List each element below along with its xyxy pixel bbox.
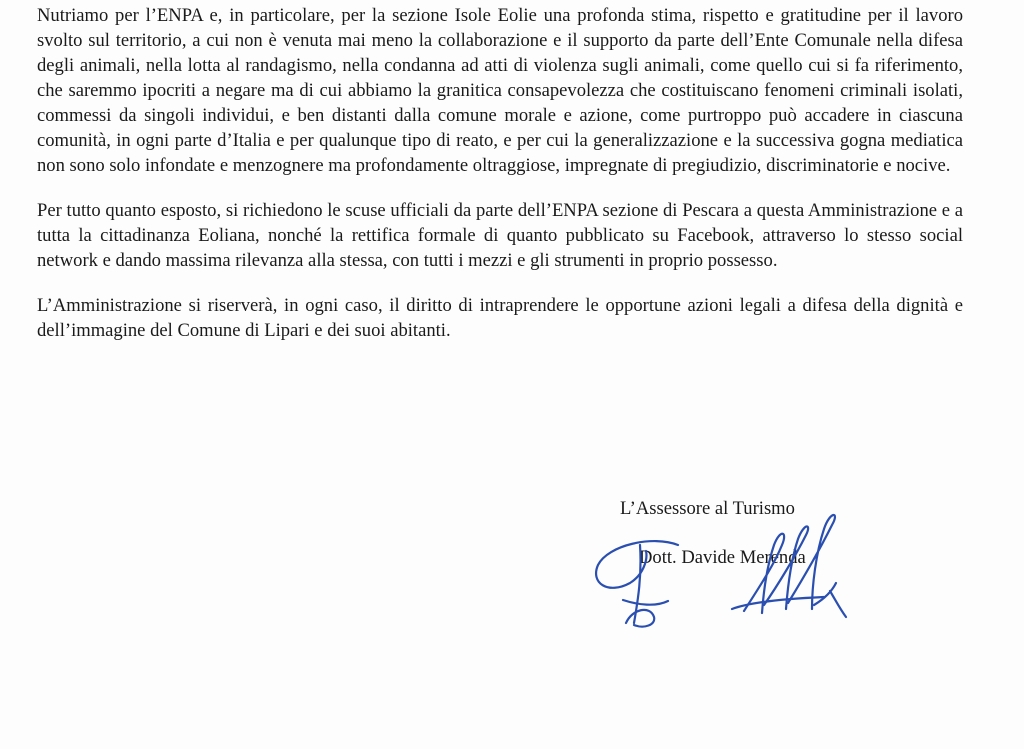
letter-body xyxy=(37,3,963,363)
paragraph-stima-enpa: Nutriamo per l’ENPA e, in particolare, per la sezione Isole Eolie una profonda stima, rispetto e gratitudine per il lavoro svolto sul territorio, a cui non è venuta mai meno la collaborazione e il supporto da parte dell’Ente Comunale nella difesa degli animali, nella lotta al randagismo, nella condanna ad atti di violenza sugli animali, come quello cui si fa riferimento, che saremmo ipocriti a negare ma di cui abbiamo la granitica consapevolezza che costituiscano fenomeni criminali isolati, commessi da singoli individui, e ben distanti dalla comune morale e azione, come purtroppo può accadere in ciascuna comunità, in ogni parte d’Italia e per qualunque tipo di reato, e per cui la generalizzazione e la successiva gogna mediatica non sono solo infondate e menzognere ma profondamente oltraggiose, impregnate di pregiudizio, discriminatorie e nocive. xyxy=(37,5,963,176)
handwritten-signature xyxy=(568,505,888,645)
paragraph-richiesta-scuse: Per tutto quanto esposto, si richiedono le scuse ufficiali da parte dell’ENPA sezione di Pescara a questa Amministrazione e a tutta la cittadinanza Eoliana, nonché la rettifica formale di quanto pubblicato su Facebook, attraverso lo stesso social network e dando massima rilevanza alla stessa, con tutti i mezzi e gli strumenti in proprio possesso. xyxy=(37,200,963,271)
signatory-role: L’Assessore al Turismo xyxy=(620,498,795,519)
paragraph-azioni-legali: L’Amministrazione si riserverà, in ogni caso, il diritto di intraprendere le opportune azioni legali a difesa della dignità e dell’immagine del Comune di Lipari e dei suoi abitanti. xyxy=(37,295,963,341)
signatory-name: Dott. Davide Merenda xyxy=(639,547,806,568)
